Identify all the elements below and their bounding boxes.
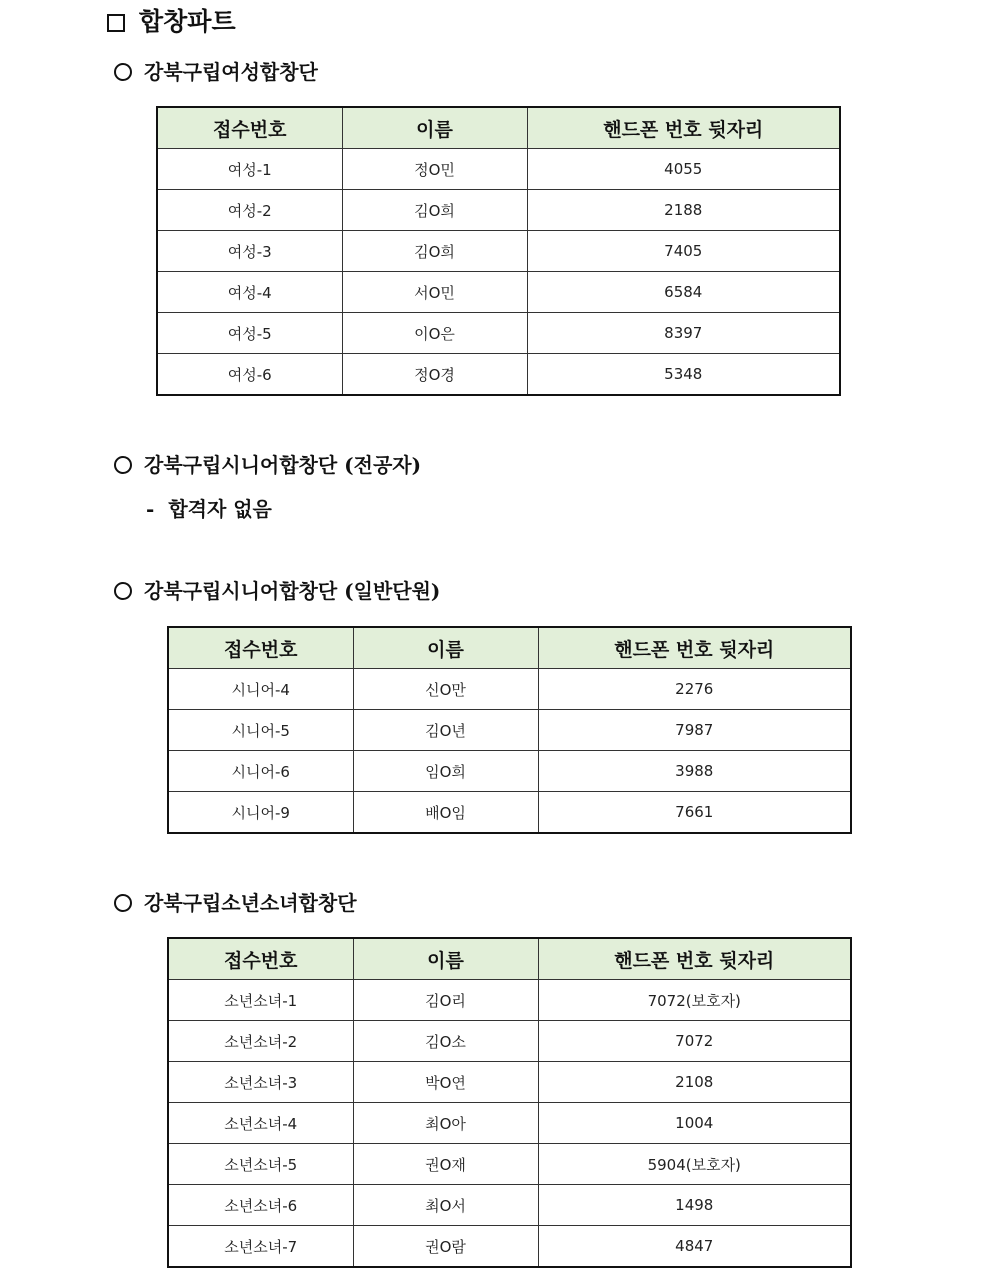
cell-phone-last4: 4055 (527, 149, 840, 190)
checkbox-square-icon (107, 14, 125, 32)
section-title-women (114, 57, 318, 87)
section-title-senior-general (114, 576, 440, 606)
table-row (157, 272, 840, 313)
table-header-row (168, 627, 851, 669)
cell-name: 임O희 (353, 751, 538, 792)
cell-phone-last4: 5904(보호자) (538, 1144, 851, 1185)
cell-reg-number: 시니어-4 (168, 669, 353, 710)
cell-reg-number: 소년소녀-2 (168, 1021, 353, 1062)
table-row (157, 313, 840, 354)
column-header-reg-number: 접수번호 (168, 938, 353, 980)
cell-phone-last4: 4847 (538, 1226, 851, 1268)
note-text: 합격자 없음 (168, 497, 272, 521)
section-title-text: 강북구립시니어합창단 (일반단원) (144, 579, 441, 603)
cell-phone-last4: 7072 (538, 1021, 851, 1062)
section-title-text: 강북구립소년소녀합창단 (144, 891, 357, 915)
cell-reg-number: 여성-3 (157, 231, 342, 272)
section-title-senior-major (114, 450, 421, 480)
cell-phone-last4: 7405 (527, 231, 840, 272)
cell-phone-last4: 2188 (527, 190, 840, 231)
circle-bullet-icon (114, 582, 132, 600)
table-youth (167, 937, 852, 1268)
column-header-phone: 핸드폰 번호 뒷자리 (538, 938, 851, 980)
table-row (157, 190, 840, 231)
cell-reg-number: 여성-4 (157, 272, 342, 313)
section-title-text: 강북구립시니어합창단 (전공자) (144, 453, 422, 477)
cell-reg-number: 시니어-6 (168, 751, 353, 792)
column-header-reg-number: 접수번호 (157, 107, 342, 149)
cell-reg-number: 소년소녀-3 (168, 1062, 353, 1103)
table-row (168, 1185, 851, 1226)
column-header-name: 이름 (353, 938, 538, 980)
table-row (157, 231, 840, 272)
note-dash: - (146, 497, 155, 521)
cell-name: 박O연 (353, 1062, 538, 1103)
cell-phone-last4: 1498 (538, 1185, 851, 1226)
cell-phone-last4: 2276 (538, 669, 851, 710)
column-header-name: 이름 (353, 627, 538, 669)
table-row (168, 1103, 851, 1144)
cell-reg-number: 소년소녀-1 (168, 980, 353, 1021)
table-row (157, 149, 840, 190)
cell-reg-number: 소년소녀-6 (168, 1185, 353, 1226)
cell-name: 권O람 (353, 1226, 538, 1268)
cell-reg-number: 여성-1 (157, 149, 342, 190)
table-header-row (157, 107, 840, 149)
page-title (107, 4, 236, 40)
circle-bullet-icon (114, 894, 132, 912)
cell-name: 김O희 (342, 231, 527, 272)
cell-phone-last4: 7987 (538, 710, 851, 751)
column-header-phone: 핸드폰 번호 뒷자리 (527, 107, 840, 149)
table-row (168, 980, 851, 1021)
table-women (156, 106, 841, 396)
cell-phone-last4: 7072(보호자) (538, 980, 851, 1021)
cell-name: 김O희 (342, 190, 527, 231)
column-header-phone: 핸드폰 번호 뒷자리 (538, 627, 851, 669)
cell-phone-last4: 8397 (527, 313, 840, 354)
table-senior-general (167, 626, 852, 834)
cell-reg-number: 소년소녀-5 (168, 1144, 353, 1185)
cell-reg-number: 여성-5 (157, 313, 342, 354)
cell-name: 김O소 (353, 1021, 538, 1062)
cell-name: 김O년 (353, 710, 538, 751)
no-pass-note (146, 494, 272, 524)
table-row (168, 1021, 851, 1062)
cell-name: 서O민 (342, 272, 527, 313)
table-row (168, 1226, 851, 1268)
table-row (168, 1144, 851, 1185)
cell-reg-number: 소년소녀-4 (168, 1103, 353, 1144)
cell-phone-last4: 5348 (527, 354, 840, 396)
cell-phone-last4: 2108 (538, 1062, 851, 1103)
table-row (168, 751, 851, 792)
section-title-youth (114, 888, 357, 918)
section-title-text: 강북구립여성합창단 (144, 60, 318, 84)
page-title-text: 합창파트 (139, 7, 236, 36)
cell-phone-last4: 3988 (538, 751, 851, 792)
cell-name: 김O리 (353, 980, 538, 1021)
cell-name: 신O만 (353, 669, 538, 710)
table-row (157, 354, 840, 396)
circle-bullet-icon (114, 63, 132, 81)
column-header-name: 이름 (342, 107, 527, 149)
table-row (168, 710, 851, 751)
column-header-reg-number: 접수번호 (168, 627, 353, 669)
cell-reg-number: 시니어-5 (168, 710, 353, 751)
cell-name: 권O재 (353, 1144, 538, 1185)
cell-phone-last4: 6584 (527, 272, 840, 313)
cell-reg-number: 여성-6 (157, 354, 342, 396)
circle-bullet-icon (114, 456, 132, 474)
cell-phone-last4: 7661 (538, 792, 851, 834)
cell-name: 정O민 (342, 149, 527, 190)
table-row (168, 1062, 851, 1103)
table-header-row (168, 938, 851, 980)
cell-reg-number: 소년소녀-7 (168, 1226, 353, 1268)
cell-name: 이O은 (342, 313, 527, 354)
cell-name: 최O서 (353, 1185, 538, 1226)
cell-phone-last4: 1004 (538, 1103, 851, 1144)
cell-reg-number: 시니어-9 (168, 792, 353, 834)
cell-reg-number: 여성-2 (157, 190, 342, 231)
table-row (168, 669, 851, 710)
cell-name: 최O아 (353, 1103, 538, 1144)
cell-name: 정O경 (342, 354, 527, 396)
cell-name: 배O임 (353, 792, 538, 834)
table-row (168, 792, 851, 834)
